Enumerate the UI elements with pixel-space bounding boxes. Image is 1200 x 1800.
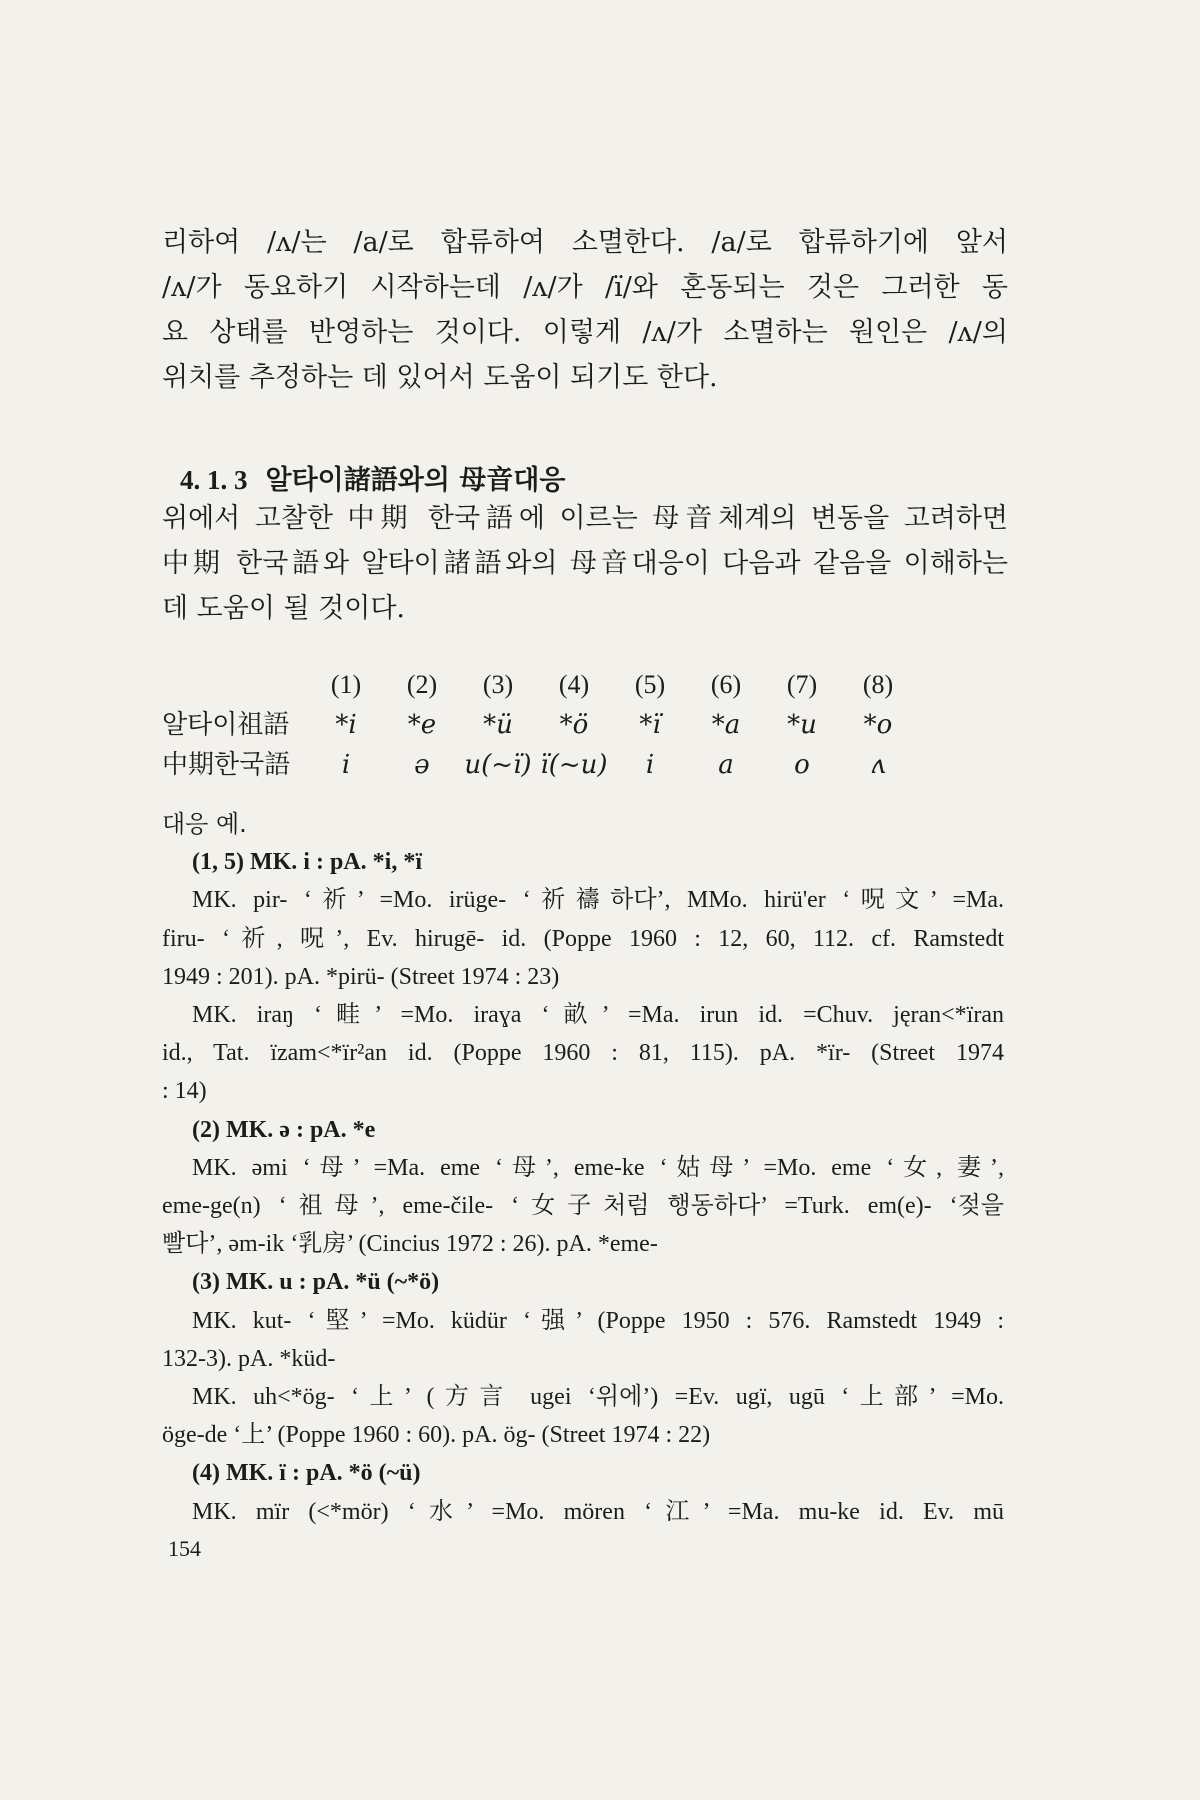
- table-cell: *o: [863, 710, 893, 740]
- example-line: firu- ‘祈, 呪’, Ev. hirugē- id. (Poppe 1960 : 12, 60, 112. cf. Ramstedt: [162, 925, 1004, 952]
- table-cell: ʌ: [870, 750, 886, 780]
- table-cell: a: [718, 750, 734, 780]
- vowel-correspondence-table: [162, 665, 916, 785]
- row-label: 中期한국語: [162, 750, 291, 780]
- text-line: 리하여 /ʌ/는 /a/로 합류하여 소멸한다. /a/로 합류하기에 앞서: [162, 227, 1008, 258]
- table-cell: o: [794, 750, 810, 780]
- table-cell: *a: [711, 710, 741, 740]
- table-cell: u(~ï): [464, 750, 532, 780]
- section-title: 알타이諸語와의 母音대응: [265, 465, 566, 496]
- column-header: (1): [330, 670, 362, 699]
- section-paragraph: [162, 496, 1008, 631]
- table-cell: ï(~u): [540, 750, 608, 780]
- section-number: 4. 1. 3: [180, 465, 248, 495]
- example-line: id., Tat. ïzam<*ïr²an id. (Poppe 1960 : 81, 115). pA. *ïr- (Street 1974: [162, 1040, 1004, 1067]
- example-subheading: (3) MK. u : pA. *ü (~*ö): [192, 1269, 440, 1296]
- example-line: : 14): [162, 1078, 207, 1105]
- column-header: (7): [786, 670, 818, 699]
- text-line: 위치를 추정하는 데 있어서 도움이 되기도 한다.: [162, 362, 718, 393]
- table-row: [162, 705, 916, 745]
- text-line: 中期 한국語와 알타이諸語와의 母音대응이 다음과 같음을 이해하는: [162, 548, 1008, 579]
- text-line: 데 도움이 될 것이다.: [162, 593, 405, 624]
- example-line: eme-ge(n) ‘祖母’, eme-čile- ‘女子처럼 행동하다’ =Turk. em(e)- ‘젖을: [162, 1193, 1004, 1220]
- table-cell: *ï: [639, 710, 661, 740]
- table-cell: *e: [407, 710, 437, 740]
- example-line: öge-de ‘上’ (Poppe 1960 : 60). pA. ög- (Street 1974 : 22): [162, 1422, 711, 1449]
- page-number: 154: [168, 1536, 201, 1561]
- text-line: 위에서 고찰한 中期 한국語에 이르는 母音체계의 변동을 고려하면: [162, 503, 1008, 534]
- example-subheading: (4) MK. ï : pA. *ö (~ü): [192, 1460, 421, 1487]
- example-subheading: (1, 5) MK. i : pA. *i, *ï: [192, 849, 422, 876]
- example-line: MK. kut- ‘堅’ =Mo. küdür ‘强’ (Poppe 1950 : 576. Ramstedt 1949 :: [192, 1307, 1004, 1334]
- example-line: MK. pir- ‘祈’ =Mo. irüge- ‘祈禱하다’, MMo. hirü'er ‘呪文’ =Ma.: [192, 887, 1004, 914]
- table-row: [162, 745, 916, 785]
- example-line: MK. mïr (<*mör) ‘水’ =Mo. mören ‘江’ =Ma. mu-ke id. Ev. mū: [192, 1498, 1004, 1525]
- example-line: 132-3). pA. *küd-: [162, 1345, 336, 1372]
- examples-section: [162, 805, 1004, 1531]
- example-line: 빨다’, əm-ik ‘乳房’ (Cincius 1972 : 26). pA. *eme-: [162, 1231, 658, 1258]
- table-cell: *u: [787, 710, 817, 740]
- column-header: (3): [482, 670, 514, 699]
- intro-paragraph: [162, 220, 1008, 400]
- column-header: (2): [406, 670, 438, 699]
- text-line: /ʌ/가 동요하기 시작하는데 /ʌ/가 /ï/와 혼동되는 것은 그러한 동: [162, 272, 1008, 303]
- examples-title: 대응 예.: [162, 810, 247, 838]
- table-cell: *ü: [483, 710, 513, 740]
- table-cell: ə: [414, 750, 430, 780]
- table-cell: i: [645, 750, 655, 780]
- example-subheading: (2) MK. ə : pA. *e: [192, 1116, 376, 1143]
- example-line: MK. iraŋ ‘畦’ =Mo. iraɣa ‘畝’ =Ma. irun id. =Chuv. jęran<*ïran: [192, 1002, 1004, 1029]
- table-header-row: [162, 665, 916, 705]
- column-header: (8): [862, 670, 894, 699]
- column-header: (6): [710, 670, 742, 699]
- example-line: MK. uh<*ög- ‘上’ (方言 ugei ‘위에’) =Ev. ugï, ugū ‘上部’ =Mo.: [192, 1384, 1004, 1411]
- example-line: MK. əmi ‘母’ =Ma. eme ‘母’, eme-ke ‘姑母’ =Mo. eme ‘女, 妻’,: [192, 1154, 1004, 1181]
- row-label: 알타이祖語: [162, 710, 290, 740]
- table-cell: *ö: [559, 710, 589, 740]
- column-header: (5): [634, 670, 666, 699]
- column-header: (4): [558, 670, 590, 699]
- text-line: 요 상태를 반영하는 것이다. 이렇게 /ʌ/가 소멸하는 원인은 /ʌ/의: [162, 317, 1008, 348]
- example-line: 1949 : 201). pA. *pirü- (Street 1974 : 23): [162, 963, 560, 990]
- section-heading: [180, 458, 565, 497]
- table-cell: i: [341, 750, 351, 780]
- table-cell: *i: [335, 710, 357, 740]
